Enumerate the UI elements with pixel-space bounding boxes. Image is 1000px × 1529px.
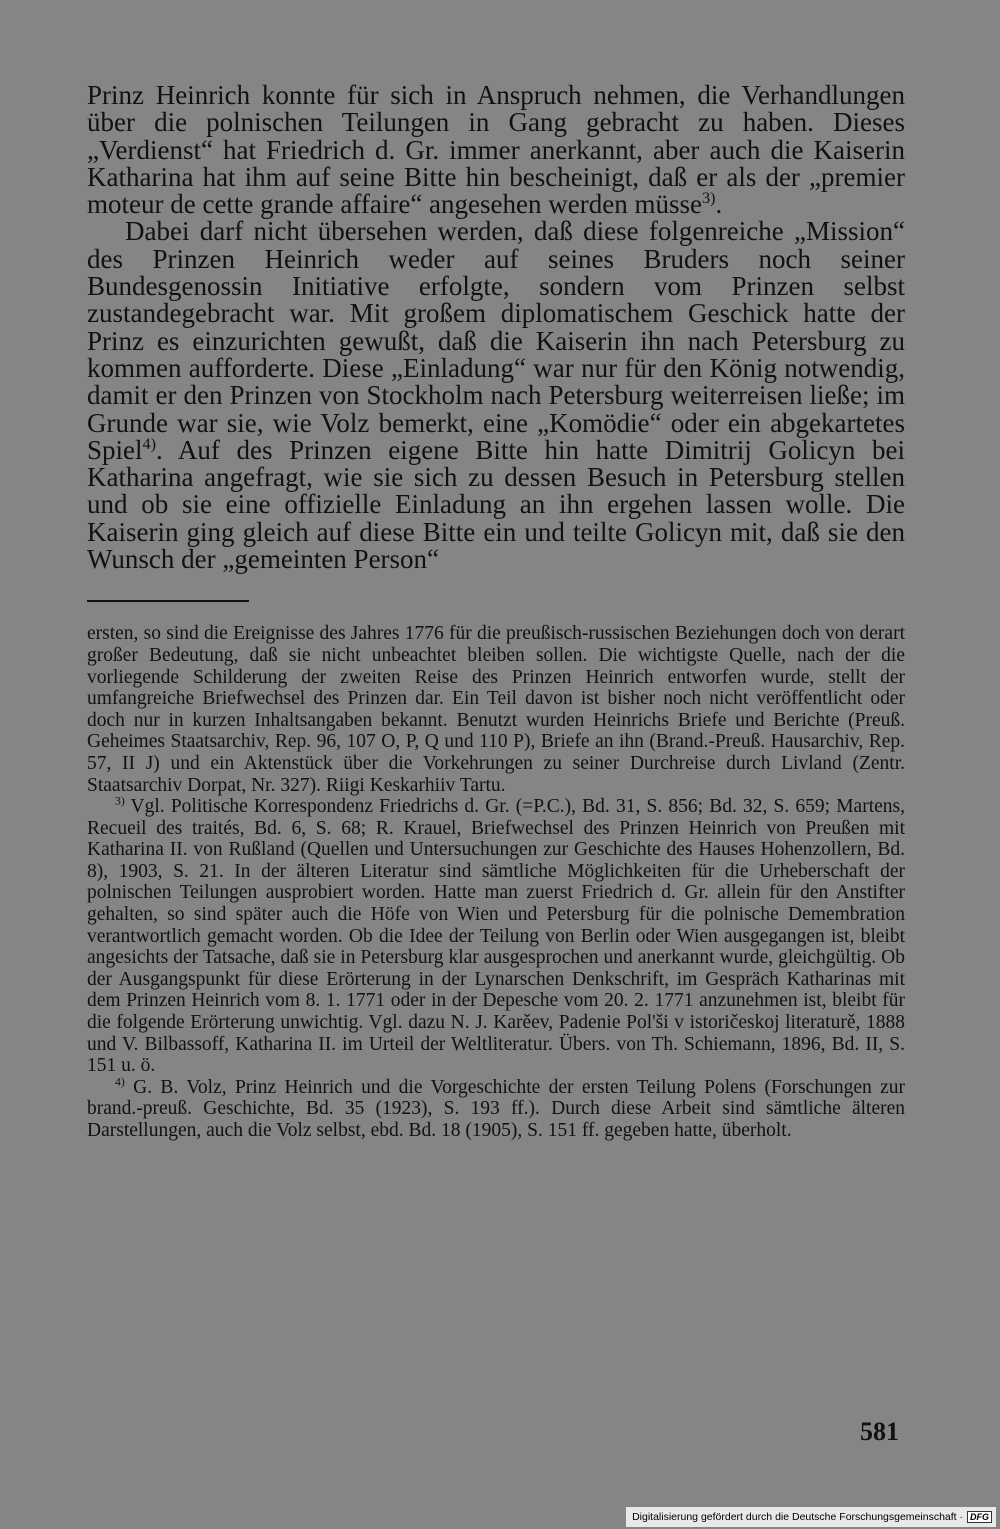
digitization-notice [626,1507,996,1527]
footnote-3-text: Vgl. Politische Korrespondenz Friedrichs d. Gr. (=P.C.), Bd. 31, S. 856; Bd. 32, S. 659; Martens, Recueil des traités, Bd. 6, S. 68; R. Krauel, Briefwechsel des Prinzen Heinrich von Preußen mit Katharina II. von Rußland (Quellen und Untersuchungen zur Geschichte des Hauses Hohenzollern, Bd. 8), 1903, S. 21. In der älteren Literatur sind sämtliche Möglichkeiten für die Urheberschaft der polnischen Teilungen ausprobiert worden. Hatte man zuerst Friedrich d. Gr. allein für den Anstifter gehalten, so sind später auch die Höfe von Wien und Petersburg für die polnische Demembration verantwortlich gemacht worden. Ob die Idee der Teilung von Berlin oder Wien ausgegangen ist, bleibt angesichts der Tatsache, daß sie in Petersburg klar ausgesprochen und anerkannt wurde, gleichgültig. Ob der Ausgangspunkt für diese Erörterung in der Lynarschen Denkschrift, im Gespräch Katharinas mit dem Prinzen Heinrich vom 8. 1. 1771 oder in der Depesche vom 20. 2. 1771 anzunehmen ist, bleibt für die folgende Erörterung unwichtig. Vgl. dazu N. J. Karěev, Padenie Pol'ši v istoričeskoj literaturě, 1888 und V. Bilbassoff, Katharina II. im Urteil der Weltliteratur. Übers. von Th. Schiemann, 1896, Bd. II, S. 151 u. ö. [87,796,905,1077]
paragraph-2-text: Dabei darf nicht übersehen werden, daß diese folgenreiche „Mission“ des Prinzen Heinrich weder auf seines Bruders noch seiner Bundesgenossin Initiative erfolgte, sondern vom Prinzen selbst zustandegebracht war. Mit großem diplomatischem Geschick hatte der Prinz es einzurichten gewußt, daß die Kaiserin ihn nach Petersburg zu kommen aufforderte. Diese „Einladung“ war nur für den König notwendig, damit er den Prinzen von Stockholm nach Petersburg weiterreisen ließe; im Grunde war sie, wie Volz bemerkt, eine „Komödie“ oder ein abgekartetes Spiel [87,216,905,465]
paragraph-2 [87,218,905,573]
paragraph-1 [87,82,905,218]
footnote-4-marker: 4) [115,1075,125,1089]
footnote-4 [87,1077,905,1142]
paragraph-1-text: Prinz Heinrich konnte für sich in Anspruch nehmen, die Verhandlungen über die polnischen Teilungen in Gang gebracht zu haben. Dieses „Verdienst“ hat Friedrich d. Gr. immer anerkannt, aber auch die Kaiserin Katharina hat ihm auf seine Bitte hin bescheinigt, daß er als der „premier moteur de cette grande affaire“ angesehen werden müsse [87,80,905,220]
paragraph-1-end: . [715,189,723,220]
footnote-continuation: ersten, so sind die Ereignisse des Jahres 1776 für die preußisch-russischen Beziehungen doch von derart großer Bedeutung, daß sie nicht unbeachtet bleiben sollen. Die wichtigste Quelle, nach der die vorliegende Schilderung der zweiten Reise des Prinzen Heinrich entworfen wurde, stellt der umfangreiche Briefwechsel des Prinzen dar. Ein Teil davon ist bisher noch nicht veröffentlicht oder doch nur in kurzen Inhaltsangaben bekannt. Benutzt wurden Heinrichs Briefe und Berichte (Preuß. Geheimes Staatsarchiv, Rep. 96, 107 O, P, Q und 110 P), Briefe an ihn (Brand.-Preuß. Hausarchiv, Rep. 57, II J) und ein Aktenstück über die Vorkehrungen zu seiner Durchreise durch Livland (Zentr. Staatsarchiv Dorpat, Nr. 327). Riigi Keskarhiiv Tartu. [87,623,905,796]
footnote-3-marker: 3) [115,794,125,808]
footnote-separator [87,600,249,602]
digitization-notice-text: Digitalisierung gefördert durch die Deutsche Forschungsgemeinschaft · [632,1511,963,1523]
footnote-4-text: G. B. Volz, Prinz Heinrich und die Vorgeschichte der ersten Teilung Polens (Forschungen zur brand.-preuß. Geschichte, Bd. 35 (1923), S. 193 ff.). Durch diese Arbeit sind sämtliche älteren Darstellungen, auch die Volz selbst, ebd. Bd. 18 (1905), S. 151 ff. gegeben hatte, überholt. [87,1076,905,1141]
footnote-ref-4: 4) [142,434,156,453]
page-content [87,82,905,1142]
page-number: 581 [860,1417,899,1446]
paragraph-2-end: . Auf des Prinzen eigene Bitte hin hatte Dimitrij Golicyn bei Katharina angefragt, wie sie sich zu dessen Besuch in Petersburg stellen und ob sie eine offizielle Einladung an ihn ergehen lassen wolle. Die Kaiserin ging gleich auf diese Bitte ein und teilte Golicyn mit, daß sie den Wunsch der „gemeinten Person“ [87,434,905,575]
footnotes [87,623,905,1141]
footnote-ref-3: 3) [701,189,716,208]
dfg-logo-icon: DFG [967,1511,992,1523]
body-text [87,82,905,573]
footnote-3 [87,796,905,1077]
